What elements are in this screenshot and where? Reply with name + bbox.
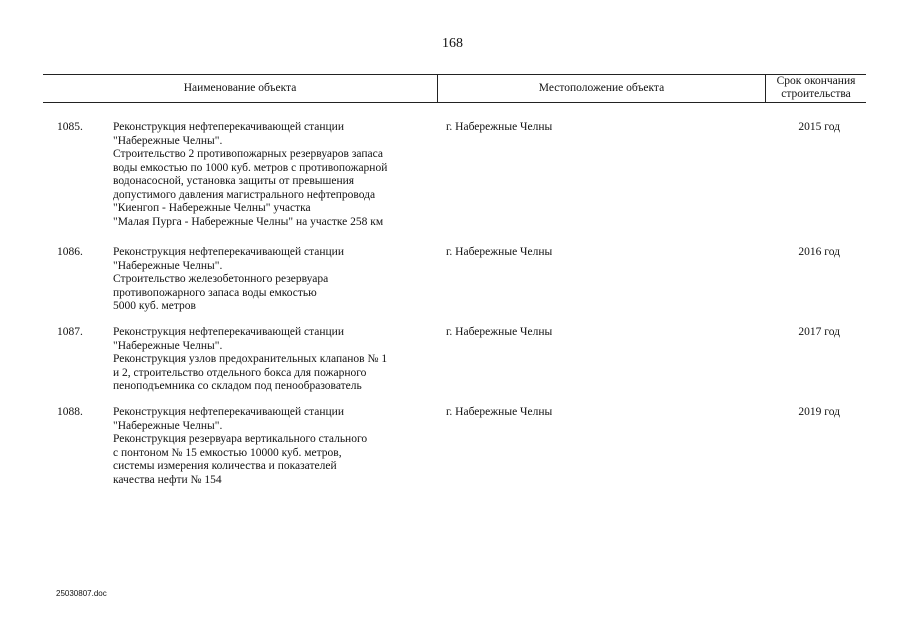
- row-year: 2015 год: [798, 121, 840, 133]
- row-name-line: качества нефти № 154: [113, 473, 222, 486]
- row-year: 2016 год: [798, 246, 840, 258]
- row-name-line: "Набережные Челны".: [113, 339, 223, 352]
- header-name: Наименование объекта: [183, 82, 297, 94]
- row-name-line: воды емкостью по 1000 куб. метров с противопожарной: [113, 161, 388, 174]
- row-name-line: "Набережные Челны".: [113, 259, 223, 272]
- row-name-line: Реконструкция резервуара вертикального стального: [113, 433, 368, 445]
- row-object-name: [113, 121, 433, 229]
- row-object-name: [113, 406, 433, 487]
- row-location: г. Набережные Челны: [446, 326, 553, 338]
- header-deadline-line1: Срок окончания: [776, 75, 856, 87]
- header-deadline-line2: строительства: [781, 88, 851, 100]
- row-name-line: противопожарного запаса воды емкостью: [113, 286, 317, 299]
- row-name-line: Реконструкция нефтеперекачивающей станции: [113, 246, 344, 258]
- row-location: г. Набережные Челны: [446, 121, 553, 133]
- row-object-name: [113, 246, 433, 314]
- row-name-line: Реконструкция нефтеперекачивающей станции: [113, 406, 344, 418]
- row-name-line: Строительство 2 противопожарных резервуаров запаса: [113, 148, 383, 160]
- row-name-line: системы измерения количества и показателей: [113, 460, 337, 472]
- row-name-line: пеноподъемника со складом под пенообразователь: [113, 380, 362, 392]
- row-number: 1087.: [57, 326, 83, 338]
- row-year: 2017 год: [798, 326, 840, 338]
- row-name-line: и 2, строительство отдельного бокса для пожарного: [113, 366, 367, 379]
- row-number: 1088.: [57, 406, 83, 418]
- row-number: 1086.: [57, 246, 83, 258]
- row-year: 2019 год: [798, 406, 840, 418]
- row-name-line: "Набережные Челны".: [113, 134, 223, 147]
- row-name-line: водонасосной, установка защиты от превышения: [113, 175, 355, 187]
- table-header-rule: [43, 102, 866, 103]
- document-filename: 25030807.doc: [56, 589, 107, 598]
- header-location: Местоположение объекта: [538, 82, 665, 94]
- row-name-line: Реконструкция нефтеперекачивающей станции: [113, 121, 344, 133]
- header-deadline: [766, 75, 866, 101]
- row-name-line: с понтоном № 15 емкостью 10000 куб. метров,: [113, 446, 342, 459]
- row-name-line: Строительство железобетонного резервуара: [113, 273, 329, 285]
- row-name-line: 5000 куб. метров: [113, 300, 196, 312]
- row-object-name: [113, 326, 433, 394]
- page-number: 168: [442, 36, 463, 51]
- row-name-line: "Киенгоп - Набережные Челны" участка: [113, 202, 311, 214]
- table-top-rule: [43, 74, 866, 75]
- row-name-line: Реконструкция нефтеперекачивающей станции: [113, 326, 344, 338]
- row-name-line: "Малая Пурга - Набережные Челны" на участке 258 км: [113, 215, 384, 228]
- row-location: г. Набережные Челны: [446, 406, 553, 418]
- row-number: 1085.: [57, 121, 83, 133]
- row-name-line: "Набережные Челны".: [113, 419, 223, 432]
- row-name-line: Реконструкция узлов предохранительных клапанов № 1: [113, 353, 388, 365]
- row-location: г. Набережные Челны: [446, 246, 553, 258]
- row-name-line: допустимого давления магистрального нефтепровода: [113, 188, 376, 201]
